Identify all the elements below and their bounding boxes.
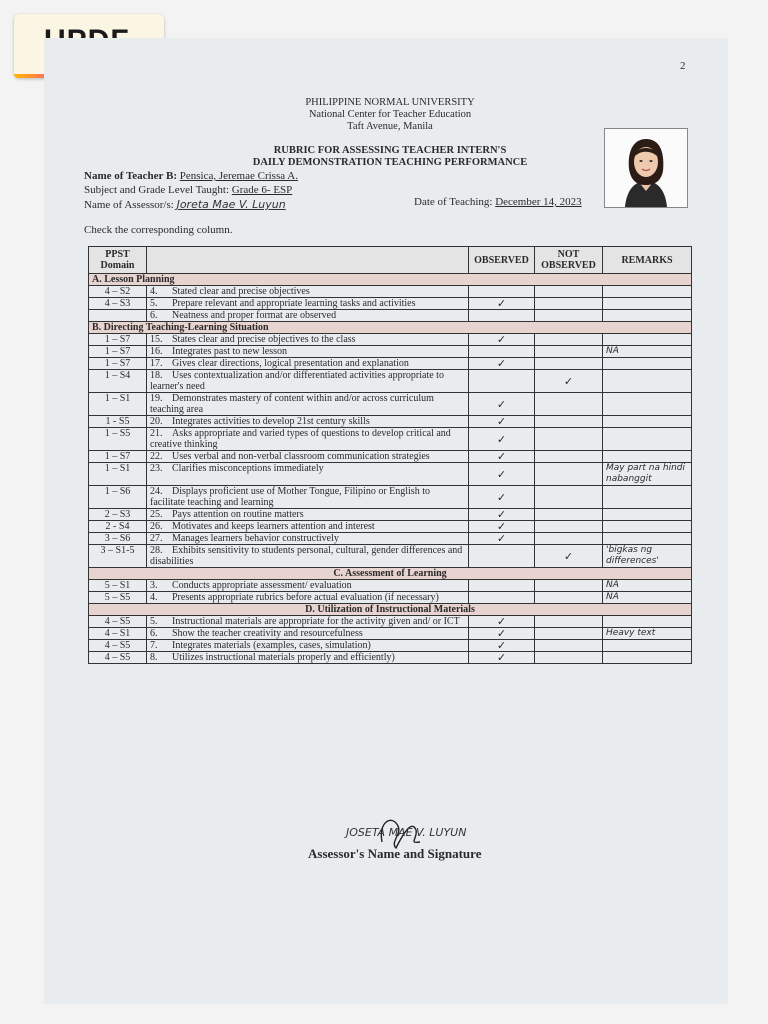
assessor-signature-name: JOSETA MAE V. LUYUN bbox=[346, 826, 467, 839]
not-observed-check bbox=[535, 592, 603, 604]
ppst-code: 1 – S6 bbox=[89, 486, 147, 509]
remarks-cell bbox=[603, 533, 692, 545]
criterion-number: 15. bbox=[150, 334, 163, 345]
section-row bbox=[89, 322, 692, 334]
table-row bbox=[89, 370, 692, 393]
remarks-cell bbox=[603, 416, 692, 428]
table-row bbox=[89, 346, 692, 358]
section-title: B. Directing Teaching-Learning Situation bbox=[89, 322, 692, 334]
table-row bbox=[89, 298, 692, 310]
ppst-code: 2 - S4 bbox=[89, 521, 147, 533]
remarks-cell bbox=[603, 451, 692, 463]
criterion-cell bbox=[147, 346, 469, 358]
criterion-text: Gives clear directions, logical presentation and explanation bbox=[172, 358, 409, 369]
criterion-cell bbox=[147, 428, 469, 451]
observed-check: ✓ bbox=[469, 463, 535, 486]
teacher-photo bbox=[604, 128, 688, 208]
observed-check: ✓ bbox=[469, 521, 535, 533]
ppst-code: 5 – S1 bbox=[89, 580, 147, 592]
criterion-number: 5. bbox=[150, 616, 158, 627]
criterion-cell bbox=[147, 310, 469, 322]
criterion-text: Neatness and proper format are observed bbox=[172, 310, 337, 321]
ppst-code: 4 – S5 bbox=[89, 640, 147, 652]
criterion-number: 22. bbox=[150, 451, 163, 462]
not-observed-check bbox=[535, 346, 603, 358]
table-row bbox=[89, 428, 692, 451]
table-row bbox=[89, 545, 692, 568]
observed-check: ✓ bbox=[469, 334, 535, 346]
assessor-value: Joreta Mae V. Luyun bbox=[176, 198, 286, 211]
ppst-code: 1 – S1 bbox=[89, 393, 147, 416]
not-observed-check bbox=[535, 451, 603, 463]
table-row bbox=[89, 286, 692, 298]
not-observed-check bbox=[535, 310, 603, 322]
not-observed-check bbox=[535, 652, 603, 664]
observed-check bbox=[469, 545, 535, 568]
criterion-number: 8. bbox=[150, 652, 158, 663]
observed-check bbox=[469, 286, 535, 298]
col-header-domain: PPST Domain bbox=[89, 247, 147, 274]
criterion-number: 7. bbox=[150, 640, 158, 651]
observed-check bbox=[469, 592, 535, 604]
not-observed-check bbox=[535, 463, 603, 486]
not-observed-check bbox=[535, 640, 603, 652]
criterion-number: 21. bbox=[150, 428, 163, 439]
criterion-text: Demonstrates mastery of content within and/or across curriculum teaching area bbox=[150, 393, 434, 415]
title-line-1: RUBRIC FOR ASSESSING TEACHER INTERN'S bbox=[273, 145, 507, 156]
ppst-code: 4 – S2 bbox=[89, 286, 147, 298]
criterion-text: Show the teacher creativity and resourcefulness bbox=[172, 628, 363, 639]
criterion-text: Asks appropriate and varied types of questions to develop critical and creative thinking bbox=[150, 428, 451, 450]
ppst-code: 3 – S1-5 bbox=[89, 545, 147, 568]
remarks-cell: Heavy text bbox=[603, 628, 692, 640]
date-label: Date of Teaching: bbox=[414, 196, 493, 208]
table-row bbox=[89, 358, 692, 370]
criterion-number: 18. bbox=[150, 370, 163, 381]
not-observed-check bbox=[535, 580, 603, 592]
section-title: A. Lesson Planning bbox=[89, 274, 692, 286]
criterion-text: Presents appropriate rubrics before actual evaluation (if necessary) bbox=[172, 592, 439, 603]
date-field bbox=[414, 196, 582, 208]
section-title: C. Assessment of Learning bbox=[89, 568, 692, 580]
not-observed-check bbox=[535, 286, 603, 298]
rubric-table bbox=[88, 246, 692, 664]
section-row bbox=[89, 568, 692, 580]
criterion-text: Conducts appropriate assessment/ evaluation bbox=[172, 580, 352, 591]
observed-check: ✓ bbox=[469, 393, 535, 416]
criterion-cell bbox=[147, 592, 469, 604]
criterion-cell bbox=[147, 298, 469, 310]
criterion-cell bbox=[147, 616, 469, 628]
table-row bbox=[89, 486, 692, 509]
not-observed-check bbox=[535, 298, 603, 310]
table-row bbox=[89, 393, 692, 416]
ppst-code: 1 – S7 bbox=[89, 334, 147, 346]
title-line-2: DAILY DEMONSTRATION TEACHING PERFORMANCE bbox=[252, 157, 528, 168]
remarks-cell bbox=[603, 298, 692, 310]
criterion-number: 16. bbox=[150, 346, 163, 357]
criterion-cell bbox=[147, 334, 469, 346]
subject-value: Grade 6- ESP bbox=[231, 184, 293, 196]
table-row bbox=[89, 416, 692, 428]
ppst-code: 1 – S4 bbox=[89, 370, 147, 393]
remarks-cell bbox=[603, 616, 692, 628]
remarks-cell bbox=[603, 509, 692, 521]
table-row bbox=[89, 509, 692, 521]
criterion-cell bbox=[147, 521, 469, 533]
remarks-cell bbox=[603, 310, 692, 322]
ppst-code: 1 – S5 bbox=[89, 428, 147, 451]
criterion-number: 25. bbox=[150, 509, 163, 520]
observed-check bbox=[469, 346, 535, 358]
not-observed-check bbox=[535, 334, 603, 346]
criterion-cell bbox=[147, 451, 469, 463]
criterion-cell bbox=[147, 509, 469, 521]
criterion-cell bbox=[147, 393, 469, 416]
assessor-field bbox=[84, 198, 317, 211]
table-row bbox=[89, 310, 692, 322]
remarks-cell bbox=[603, 358, 692, 370]
criterion-cell bbox=[147, 628, 469, 640]
remarks-cell: NA bbox=[603, 592, 692, 604]
ppst-code: 5 – S5 bbox=[89, 592, 147, 604]
table-row bbox=[89, 640, 692, 652]
criterion-number: 3. bbox=[150, 580, 158, 591]
criterion-number: 20. bbox=[150, 416, 163, 427]
col-header-remarks: REMARKS bbox=[603, 247, 692, 274]
observed-check bbox=[469, 370, 535, 393]
criterion-text: Integrates materials (examples, cases, simulation) bbox=[172, 640, 371, 651]
criterion-cell bbox=[147, 640, 469, 652]
observed-check: ✓ bbox=[469, 428, 535, 451]
table-row bbox=[89, 334, 692, 346]
criterion-number: 28. bbox=[150, 545, 163, 556]
criterion-text: Stated clear and precise objectives bbox=[172, 286, 310, 297]
col-header-observed: OBSERVED bbox=[469, 247, 535, 274]
not-observed-check bbox=[535, 521, 603, 533]
criterion-cell bbox=[147, 580, 469, 592]
table-row bbox=[89, 628, 692, 640]
observed-check: ✓ bbox=[469, 533, 535, 545]
remarks-cell bbox=[603, 428, 692, 451]
ppst-code: 4 – S5 bbox=[89, 616, 147, 628]
page-number: 2 bbox=[680, 60, 686, 72]
criterion-text: Uses verbal and non-verbal classroom communication strategies bbox=[172, 451, 430, 462]
criterion-text: States clear and precise objectives to the class bbox=[172, 334, 356, 345]
table-row bbox=[89, 616, 692, 628]
table-row bbox=[89, 451, 692, 463]
observed-check: ✓ bbox=[469, 509, 535, 521]
criterion-number: 6. bbox=[150, 310, 158, 321]
not-observed-check bbox=[535, 358, 603, 370]
ppst-code: 1 - S5 bbox=[89, 416, 147, 428]
criterion-text: Utilizes instructional materials properly and efficiently) bbox=[172, 652, 395, 663]
instruction-text: Check the corresponding column. bbox=[84, 224, 233, 236]
not-observed-check bbox=[535, 628, 603, 640]
observed-check: ✓ bbox=[469, 640, 535, 652]
criterion-number: 4. bbox=[150, 592, 158, 603]
observed-check: ✓ bbox=[469, 628, 535, 640]
table-row bbox=[89, 521, 692, 533]
criterion-text: Motivates and keeps learners attention and interest bbox=[172, 521, 375, 532]
observed-check: ✓ bbox=[469, 451, 535, 463]
criterion-number: 26. bbox=[150, 521, 163, 532]
university-name: PHILIPPINE NORMAL UNIVERSITY bbox=[305, 97, 475, 108]
criterion-number: 17. bbox=[150, 358, 163, 369]
criterion-cell bbox=[147, 370, 469, 393]
section-row bbox=[89, 604, 692, 616]
table-row bbox=[89, 533, 692, 545]
remarks-cell bbox=[603, 486, 692, 509]
criterion-cell bbox=[147, 416, 469, 428]
ppst-code: 1 – S7 bbox=[89, 451, 147, 463]
ppst-code: 4 – S1 bbox=[89, 628, 147, 640]
remarks-cell: NA bbox=[603, 580, 692, 592]
observed-check: ✓ bbox=[469, 486, 535, 509]
criterion-cell bbox=[147, 652, 469, 664]
remarks-cell bbox=[603, 393, 692, 416]
criterion-text: Prepare relevant and appropriate learning tasks and activities bbox=[172, 298, 416, 309]
table-row bbox=[89, 592, 692, 604]
criterion-number: 6. bbox=[150, 628, 158, 639]
not-observed-check bbox=[535, 393, 603, 416]
not-observed-check bbox=[535, 486, 603, 509]
teacher-name-value: Pensica, Jeremae Crissa A. bbox=[179, 170, 298, 182]
remarks-cell bbox=[603, 652, 692, 664]
not-observed-check bbox=[535, 428, 603, 451]
table-row bbox=[89, 463, 692, 486]
signature-label: Assessor's Name and Signature bbox=[308, 846, 482, 861]
remarks-cell bbox=[603, 640, 692, 652]
remarks-cell bbox=[603, 334, 692, 346]
ppst-code: 4 – S5 bbox=[89, 652, 147, 664]
not-observed-check bbox=[535, 509, 603, 521]
not-observed-check bbox=[535, 533, 603, 545]
criterion-number: 24. bbox=[150, 486, 163, 497]
observed-check: ✓ bbox=[469, 416, 535, 428]
criterion-cell bbox=[147, 486, 469, 509]
criterion-cell bbox=[147, 533, 469, 545]
criterion-cell bbox=[147, 545, 469, 568]
subject-label: Subject and Grade Level Taught: bbox=[84, 184, 230, 196]
ppst-code: 1 – S1 bbox=[89, 463, 147, 486]
not-observed-check: ✓ bbox=[535, 545, 603, 568]
col-header-not-observed: NOT OBSERVED bbox=[535, 247, 603, 274]
teacher-name-label: Name of Teacher B: bbox=[84, 170, 177, 182]
criterion-number: 27. bbox=[150, 533, 163, 544]
observed-check: ✓ bbox=[469, 652, 535, 664]
table-header-row bbox=[89, 247, 692, 274]
teacher-name-field bbox=[84, 170, 298, 182]
section-title: D. Utilization of Instructional Materials bbox=[89, 604, 692, 616]
criterion-text: Integrates activities to develop 21st century skills bbox=[172, 416, 370, 427]
section-row bbox=[89, 274, 692, 286]
not-observed-check: ✓ bbox=[535, 370, 603, 393]
subject-field bbox=[84, 184, 292, 196]
ppst-code: 4 – S3 bbox=[89, 298, 147, 310]
remarks-cell: 'bigkas ng differences' bbox=[603, 545, 692, 568]
observed-check bbox=[469, 580, 535, 592]
ppst-code: 3 – S6 bbox=[89, 533, 147, 545]
ppst-code: 1 – S7 bbox=[89, 358, 147, 370]
remarks-cell: May part na hindi nabanggit bbox=[603, 463, 692, 486]
ppst-code bbox=[89, 310, 147, 322]
criterion-number: 23. bbox=[150, 463, 163, 474]
portrait-image bbox=[605, 129, 687, 207]
rubric-body bbox=[89, 274, 692, 664]
criterion-text: Clarifies misconceptions immediately bbox=[172, 463, 324, 474]
remarks-cell: NA bbox=[603, 346, 692, 358]
date-value: December 14, 2023 bbox=[495, 196, 582, 208]
criterion-number: 4. bbox=[150, 286, 158, 297]
remarks-cell bbox=[603, 521, 692, 533]
center-name: National Center for Teacher Education bbox=[308, 109, 472, 120]
criterion-number: 19. bbox=[150, 393, 163, 404]
address: Taft Avenue, Manila bbox=[347, 121, 433, 132]
criterion-text: Exhibits sensitivity to students personal, cultural, gender differences and disabilities bbox=[150, 545, 463, 567]
observed-check: ✓ bbox=[469, 358, 535, 370]
assessor-label: Name of Assessor/s: bbox=[84, 199, 174, 211]
criterion-text: Manages learners behavior constructively bbox=[172, 533, 339, 544]
observed-check: ✓ bbox=[469, 298, 535, 310]
remarks-cell bbox=[603, 286, 692, 298]
criterion-text: Displays proficient use of Mother Tongue, Filipino or English to facilitate teaching and learning bbox=[150, 486, 430, 508]
not-observed-check bbox=[535, 616, 603, 628]
criterion-cell bbox=[147, 358, 469, 370]
table-row bbox=[89, 652, 692, 664]
remarks-cell bbox=[603, 370, 692, 393]
criterion-cell bbox=[147, 463, 469, 486]
criterion-text: Instructional materials are appropriate for the activity given and/ or ICT bbox=[172, 616, 460, 627]
criterion-text: Integrates past to new lesson bbox=[172, 346, 287, 357]
observed-check: ✓ bbox=[469, 616, 535, 628]
criterion-number: 5. bbox=[150, 298, 158, 309]
criterion-text: Pays attention on routine matters bbox=[172, 509, 304, 520]
criterion-text: Uses contextualization and/or differentiated activities appropriate to learner's need bbox=[150, 370, 444, 392]
observed-check bbox=[469, 310, 535, 322]
col-header-blank bbox=[147, 247, 469, 274]
not-observed-check bbox=[535, 416, 603, 428]
criterion-cell bbox=[147, 286, 469, 298]
ppst-code: 2 – S3 bbox=[89, 509, 147, 521]
table-row bbox=[89, 580, 692, 592]
ppst-code: 1 – S7 bbox=[89, 346, 147, 358]
